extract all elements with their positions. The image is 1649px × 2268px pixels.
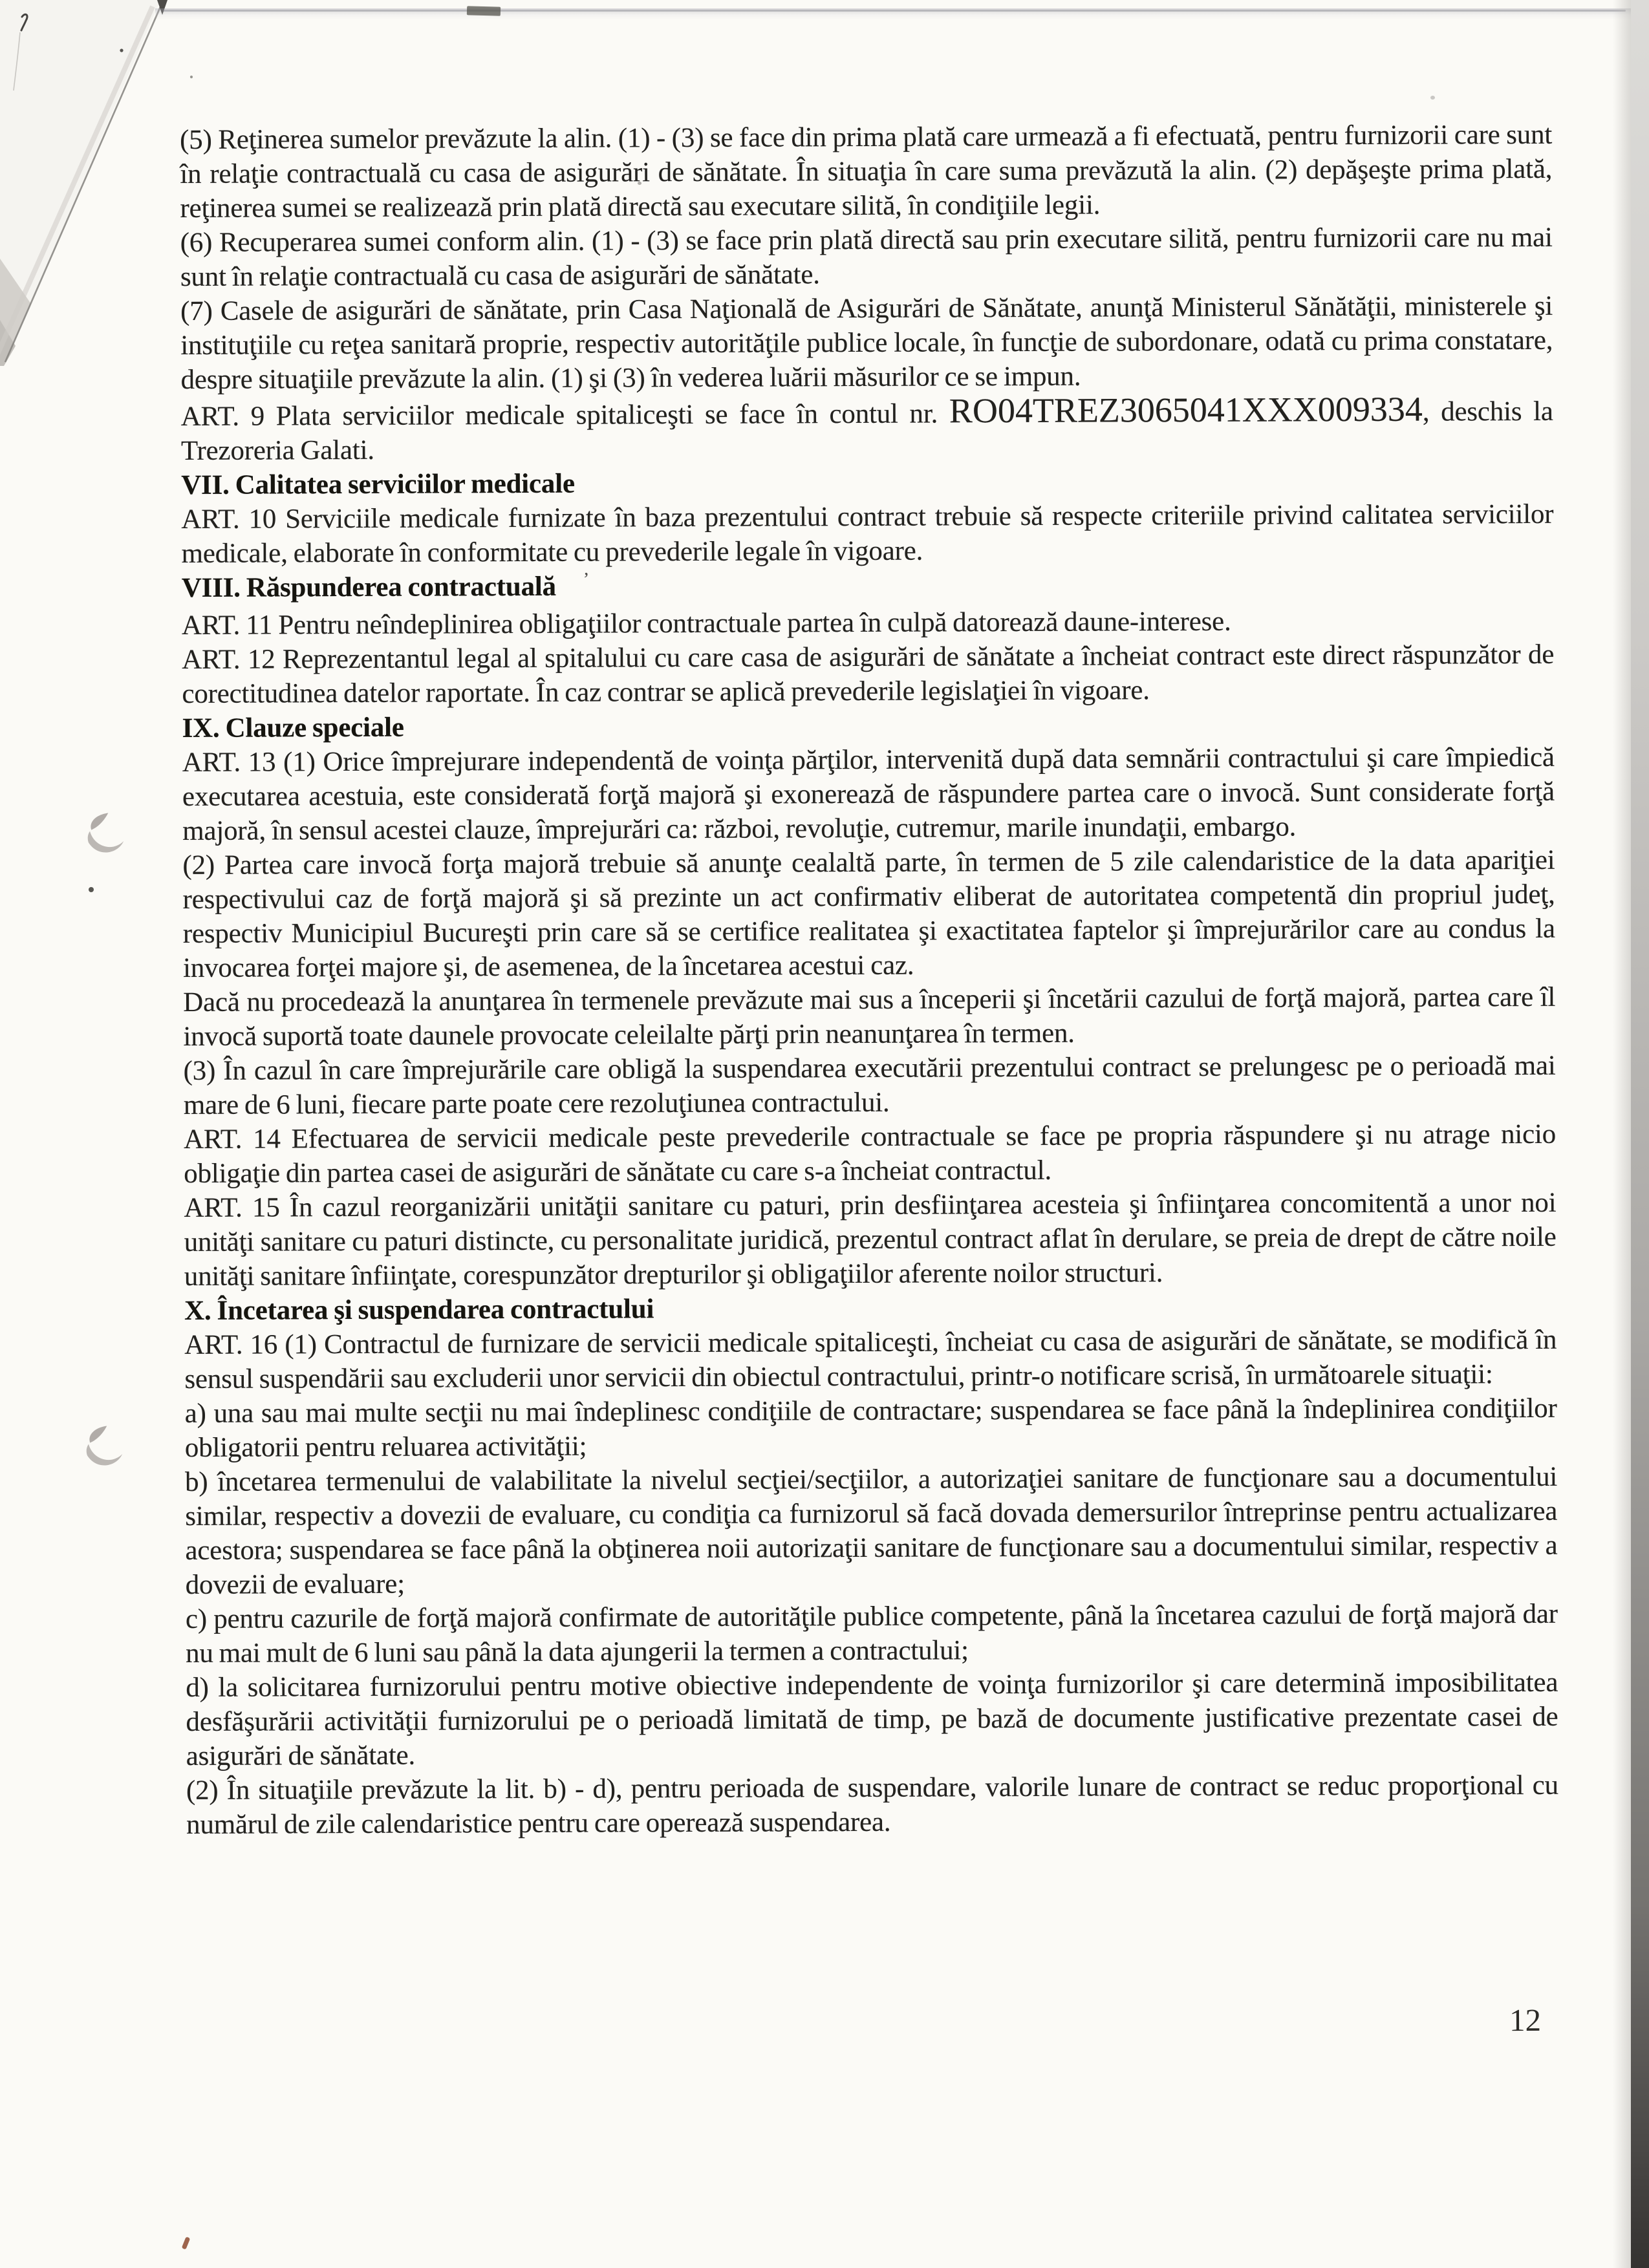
pen-mark-icon [80,1422,129,1470]
heading-stray-mark: ’ [583,569,590,590]
contract-body-text [180,118,1558,1842]
paragraph: (2) În situaţiile prevăzute la lit. b) - d), pentru perioada de suspendare, valorile lunare de contract se reduc proporţional cu numărul de zile calendaristice pentru care operează suspendarea. [186,1770,1558,1840]
paragraph: (5) Reţinerea sumelor prevăzute la alin. (1) - (3) se face din prima plată care urmează a fi efectuată, pentru furnizorii care sunt în relaţie contractuală cu casa de asigurări de sănătate. În situaţia în care suma prevăzută la alin. (2) depăşeşte prima plată, reţinerea sumei se realizează prin plată directă sau executare silită, în condiţiile legii. [180,119,1553,224]
section-heading: IX. Clauze speciale [182,712,404,744]
section-heading: VII. Calitatea serviciilor medicale [181,468,575,500]
paragraph: b) încetarea termenului de valabilitate la nivelul secţiei/secţiilor, a autorizaţiei sanitare de funcţionare sau a documentului similar, respectiv a dovezii de evaluare, cu condiţia ca furnizorul să facă dovada demersurilor întreprinse pentru actualizarea acestora; suspendarea se face până la obţinerea noii autorizaţii sanitare de funcţionare sau a documentului similar, respectiv a dovezii de evaluare; [184,1461,1558,1600]
section-heading: VIII. Răspunderea contractuală ’ [182,566,1554,608]
top-edge-ink-mark [467,6,501,16]
paragraph: (2) Partea care invocă forţa majoră trebuie să anunţe cealaltă parte, în termen de 5 zile calendaristice de la data apariţiei respectivului caz de forţă majoră şi să prezinte un act confirmativ eliberat de autoritatea competentă din propriul judeţ, respectiv Municipiul Bucureşti prin care să se certifice realitatea şi exactitatea faptelor şi împrejurărilor care au condus la invocarea forţei majore şi, de asemenea, de la încetarea acestui caz. [182,844,1555,983]
paragraph: ART. 15 În cazul reorganizării unităţii sanitare cu paturi, prin desfiinţarea acesteia şi înfiinţarea concomitentă a unor noi unităţi sanitare cu paturi distincte, cu personalitate juridică, prezentul contract aflat în derulare, se preia de drept de către noile unităţi sanitare înfiinţate, corespunzător drepturilor şi obligaţiilor aferente noilor structuri. [184,1187,1557,1292]
paragraph: Dacă nu procedează la anunţarea în termenele prevăzute mai sus a începerii şi încetării cazului de forţă majoră, partea care îl invocă suportă toate daunele provocate celeilalte părţi prin neanunţarea în termen. [183,981,1556,1052]
paragraph: c) pentru cazurile de forţă majoră confirmate de autorităţile publice competente, până la încetarea cazului de forţă majoră dar nu mai mult de 6 luni sau până la data ajungerii la termen a contractului; [185,1598,1558,1669]
paragraph: ART. 16 (1) Contractul de furnizare de servicii medicale spitaliceşti, încheiat cu casa de asigurări de sănătate, se modifică în sensul suspendării sau excluderii unor servicii din obiectul contractului, printr-o notificare scrisă, în următoarele situaţii: [184,1324,1557,1395]
paragraph: (3) În cazul în care împrejurările care obligă la suspendarea executării prezentului contract se prelungesc pe o perioadă mai mare de 6 luni, fiecare parte poate cere rezoluţiunea contractului. [183,1050,1556,1120]
page-number: 12 [1509,2002,1542,2038]
scanner-right-edge-band [1631,0,1649,2268]
pen-mark-icon [81,809,131,857]
page-top-edge-line [163,10,1626,12]
paragraph-text: ART. 9 Plata serviciilor medicale spitaliceşti se face în contul nr. [180,398,949,432]
scanner-right-edge-shadow [1613,0,1632,2268]
paragraph: ART. 11 Pentru neîndeplinirea obligaţiilor contractuale partea în culpă datorează daune-interese. [181,606,1231,641]
ink-dot-artifact [89,887,94,892]
paragraph: ART. 10 Serviciile medicale furnizate în baza prezentului contract trebuie să respecte criteriile privind calitatea serviciilor medicale, elaborate în conformitate cu prevederile legale în vigoare. [181,498,1554,569]
paragraph: ART. 12 Reprezentantul legal al spitalului cu care casa de asigurări de sănătate a încheiat contract este direct răspunzător de corectitudinea datelor raportate. În caz contrar se aplică prevederile legislaţiei în vigoare. [182,639,1555,709]
red-ink-speck [182,2236,191,2249]
paragraph: ART. 13 (1) Orice împrejurare independentă de voinţa părţilor, intervenită după data semnării contractului şi care împiedică executarea acestuia, este considerată forţă majoră şi exonerează de răspundere partea care o invocă. Sunt considerate forţă majoră, în sensul acestei clauze, împrejurări ca: război, revoluţie, cutremur, marile inundaţii, embargo. [182,742,1555,846]
paragraph: (7) Casele de asigurări de sănătate, prin Casa Naţională de Asigurări de Sănătate, anunţă Ministerul Sănătăţii, ministerele şi instituţiile cu reţea sanitară proprie, respectiv autorităţile publice locale, în funcţie de subordonare, odată cu prima constatare, despre situaţiile prevăzute la alin. (1) şi (3) în vederea luării măsurilor ce se impun. [180,290,1553,395]
paragraph: (6) Recuperarea sumei conform alin. (1) - (3) se face prin plată directă sau prin executare silită, pentru furnizorii care nu mai sunt în relaţie contractuală cu casa de asigurări de sănătate. [180,222,1553,292]
scan-speck [1430,96,1435,100]
paragraph: ART. 14 Efectuarea de servicii medicale peste prevederile contractuale se face pe propria răspundere şi nu atrage nicio obligaţie din partea casei de asigurări de sănătate cu care s-a încheiat contractul. [183,1118,1557,1189]
page-fold-corner-artifact [0,0,200,378]
paragraph: d) la solicitarea furnizorului pentru motive obiective independente de voinţa furnizorilor şi care determină imposibilitatea desfăşurării activităţii furnizorului pe o perioadă limitată de timp, pe bază de documente justificative prezentate casei de asigurări de sănătate. [186,1667,1558,1771]
paragraph [180,389,1553,468]
paragraph-text: , deschis la Trezoreria Galati. [180,396,1553,466]
bank-account-number: RO04TREZ3065041XXX009334 [949,389,1423,431]
section-heading: X. Încetarea şi suspendarea contractului [184,1294,654,1326]
paragraph: a) una sau mai multe secţii nu mai îndeplinesc condiţiile de contractare; suspendarea se face până la îndeplinirea condiţiilor obligatorii pentru reluarea activităţii; [184,1393,1557,1463]
